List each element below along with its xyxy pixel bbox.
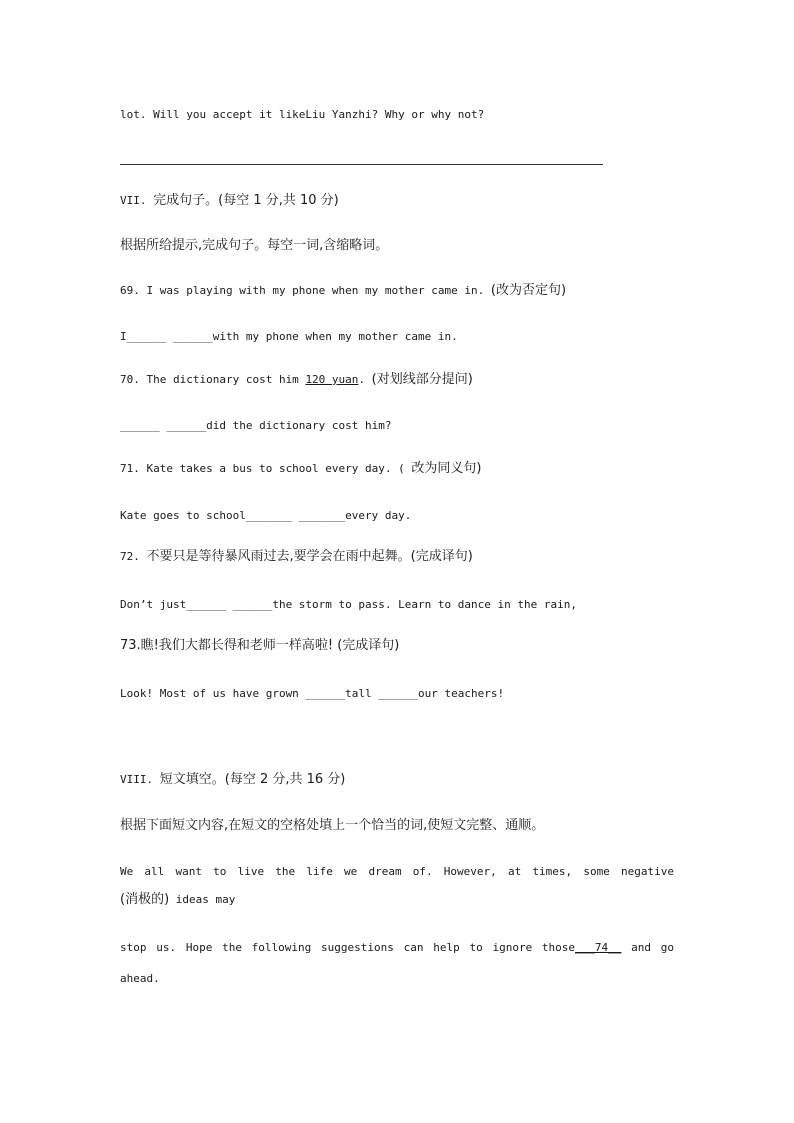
question-69: 69. I was playing with my phone when my mother came in. (改为否定句) — [120, 283, 567, 298]
answer-71: Kate goes to school_______ _______every day. — [120, 509, 412, 522]
section-8-heading: VIII. 短文填空。(每空 2 分,共 16 分) — [120, 772, 346, 787]
section-7-instruction: 根据所给提示,完成句子。每空一词,含缩略词。 — [120, 238, 389, 253]
question-71: 71. Kate takes a bus to school every day. ( 改为同义句) — [120, 461, 482, 476]
section-8-instruction: 根据下面短文内容,在短文的空格处填上一个恰当的词,使短文完整、通顺。 — [120, 818, 545, 833]
passage-line-3: stop us. Hope the following suggestions can help to ignore those___74__ and go — [120, 941, 675, 954]
answer-69: I______ ______with my phone when my mother came in. — [120, 330, 458, 343]
underlined-phrase: 120 yuan — [305, 373, 359, 386]
blank-74: ___74__ — [575, 941, 622, 954]
question-73: 73.瞧!我们大都长得和老师一样高啦! (完成译句) — [120, 638, 400, 653]
answer-73: Look! Most of us have grown ______tall ______our teachers! — [120, 687, 505, 700]
question-tail: lot. Will you accept it likeLiu Yanzhi? Why or why not? — [120, 108, 485, 121]
passage-line-1: We all want to live the life we dream of. However, at times, some negative — [120, 865, 674, 878]
answer-72: Don’t just______ ______the storm to pass. Learn to dance in the rain, — [120, 598, 577, 611]
question-70: 70. The dictionary cost him 120 yuan. (对划线部分提问) — [120, 372, 473, 387]
question-72: 72. 不要只是等待暴风雨过去,要学会在雨中起舞。(完成译句) — [120, 549, 473, 564]
answer-line — [120, 164, 603, 165]
passage-line-4: ahead. — [120, 972, 160, 985]
passage-line-2: (消极的) ideas may — [120, 892, 236, 907]
section-7-heading: VII. 完成句子。(每空 1 分,共 10 分) — [120, 193, 339, 208]
answer-70: ______ ______did the dictionary cost him? — [120, 419, 392, 432]
